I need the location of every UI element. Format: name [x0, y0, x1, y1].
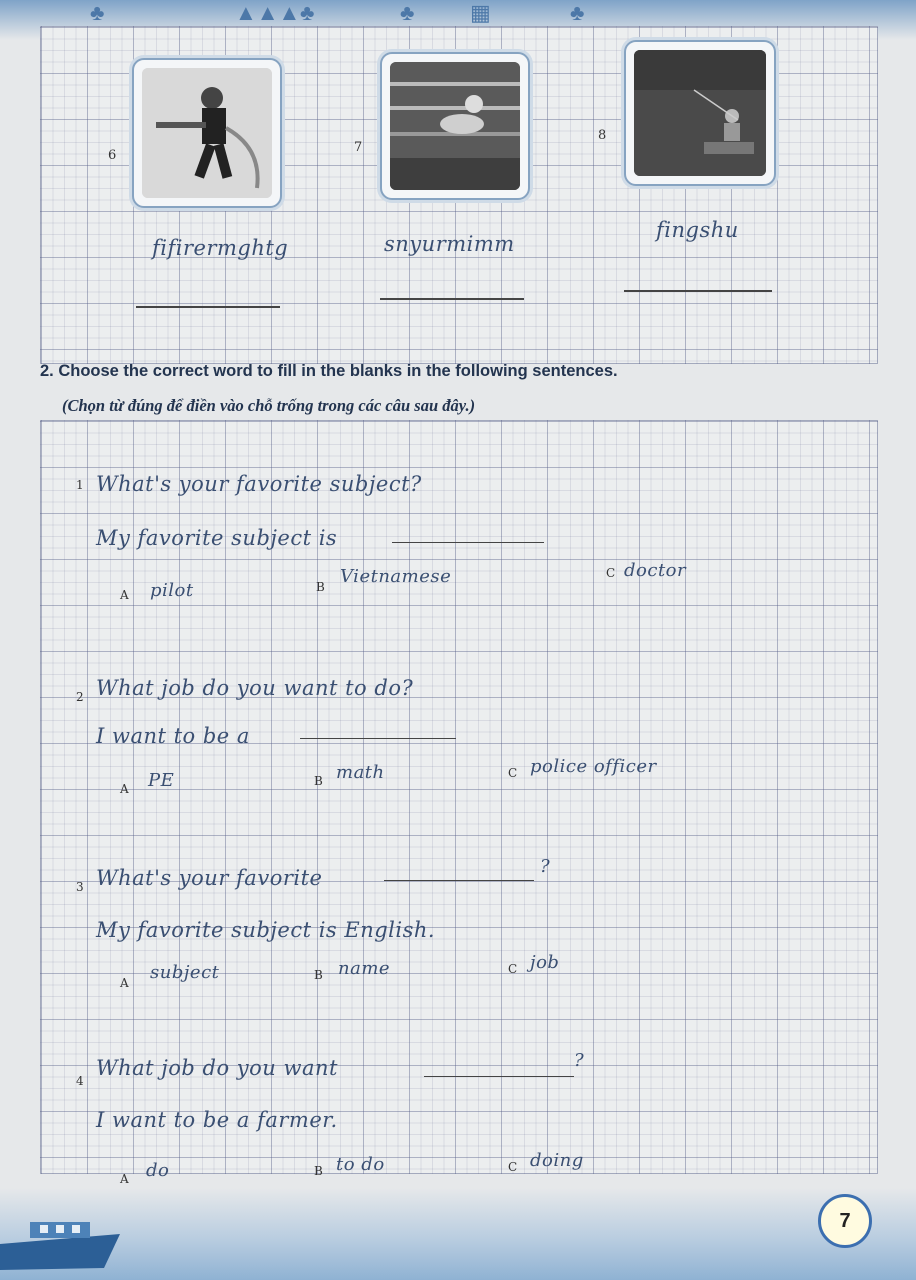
option-text: do [146, 1160, 170, 1181]
firefighter-image [142, 68, 272, 198]
option-text: subject [150, 962, 220, 983]
item-number: 7 [354, 140, 363, 155]
exercise2-subheading: (Chọn từ đúng để điền vào chỗ trống trong các câu sau đây.) [62, 396, 476, 415]
answer-line [380, 298, 524, 300]
option-text: doctor [624, 560, 687, 581]
handwritten-answer: snyurmimm [384, 232, 515, 256]
option-label: C [508, 766, 518, 780]
option-label: A [120, 588, 129, 602]
option-label: A [120, 1172, 129, 1186]
answer-line [624, 290, 772, 292]
question-line: What's your favorite [96, 866, 323, 890]
option-label: B [316, 580, 325, 594]
answer-line [136, 306, 280, 308]
option-label: A [120, 782, 129, 796]
option-label: C [508, 1160, 518, 1174]
boat-icon [0, 1204, 140, 1274]
page-number: 7 [818, 1194, 872, 1248]
photo-card-firefighter [132, 58, 282, 208]
question-line: What job do you want [96, 1056, 338, 1080]
question-number: 2 [76, 690, 84, 704]
photo-card-fisherman [624, 40, 776, 186]
option-text: Vietnamese [340, 566, 452, 587]
tree-icon: ▲▲▲ [235, 0, 301, 25]
tree-icon: ♣ [300, 0, 315, 25]
option-label: B [314, 968, 323, 982]
exercise2-heading: 2. Choose the correct word to fill in the blanks in the following sentences. [40, 362, 618, 380]
question-line: I want to be a [96, 724, 250, 748]
question-number: 1 [76, 478, 84, 492]
question-line: What's your favorite subject? [96, 472, 422, 496]
option-text: doing [530, 1150, 584, 1171]
option-label: C [508, 962, 518, 976]
answer-blank [424, 1076, 574, 1077]
question-number: 3 [76, 880, 84, 894]
option-label: C [606, 566, 616, 580]
option-text: police officer [530, 756, 657, 777]
option-text: pilot [150, 580, 194, 601]
fisherman-image [634, 50, 766, 176]
item-number: 8 [598, 128, 607, 143]
question-number: 4 [76, 1074, 84, 1088]
tree-icon: ♣ [570, 0, 585, 25]
tree-icon: ♣ [90, 0, 105, 25]
handwritten-answer: fifirermghtg [152, 236, 289, 260]
swimmer-image [390, 62, 520, 190]
question-line: What job do you want to do? [96, 676, 414, 700]
option-label: A [120, 976, 129, 990]
tree-icon: ♣ [400, 0, 415, 25]
question-mark: ? [574, 1050, 585, 1071]
answer-blank [392, 542, 544, 543]
option-label: B [314, 1164, 323, 1178]
option-text: job [530, 952, 560, 973]
option-text: name [338, 958, 391, 979]
answer-blank [384, 880, 534, 881]
question-mark: ? [540, 856, 551, 877]
handwritten-answer: fingshu [656, 218, 739, 242]
house-icon: ▦ [470, 0, 491, 25]
question-line: I want to be a farmer. [96, 1108, 338, 1132]
option-text: to do [336, 1154, 385, 1175]
option-text: PE [148, 770, 175, 791]
item-number: 6 [108, 148, 117, 163]
option-text: math [336, 762, 385, 783]
answer-blank [300, 738, 456, 739]
photo-card-swimmer [380, 52, 530, 200]
question-line: My favorite subject is English. [96, 918, 436, 942]
question-line: My favorite subject is [96, 526, 338, 550]
option-label: B [314, 774, 323, 788]
bottom-decorative-band [0, 1188, 916, 1280]
